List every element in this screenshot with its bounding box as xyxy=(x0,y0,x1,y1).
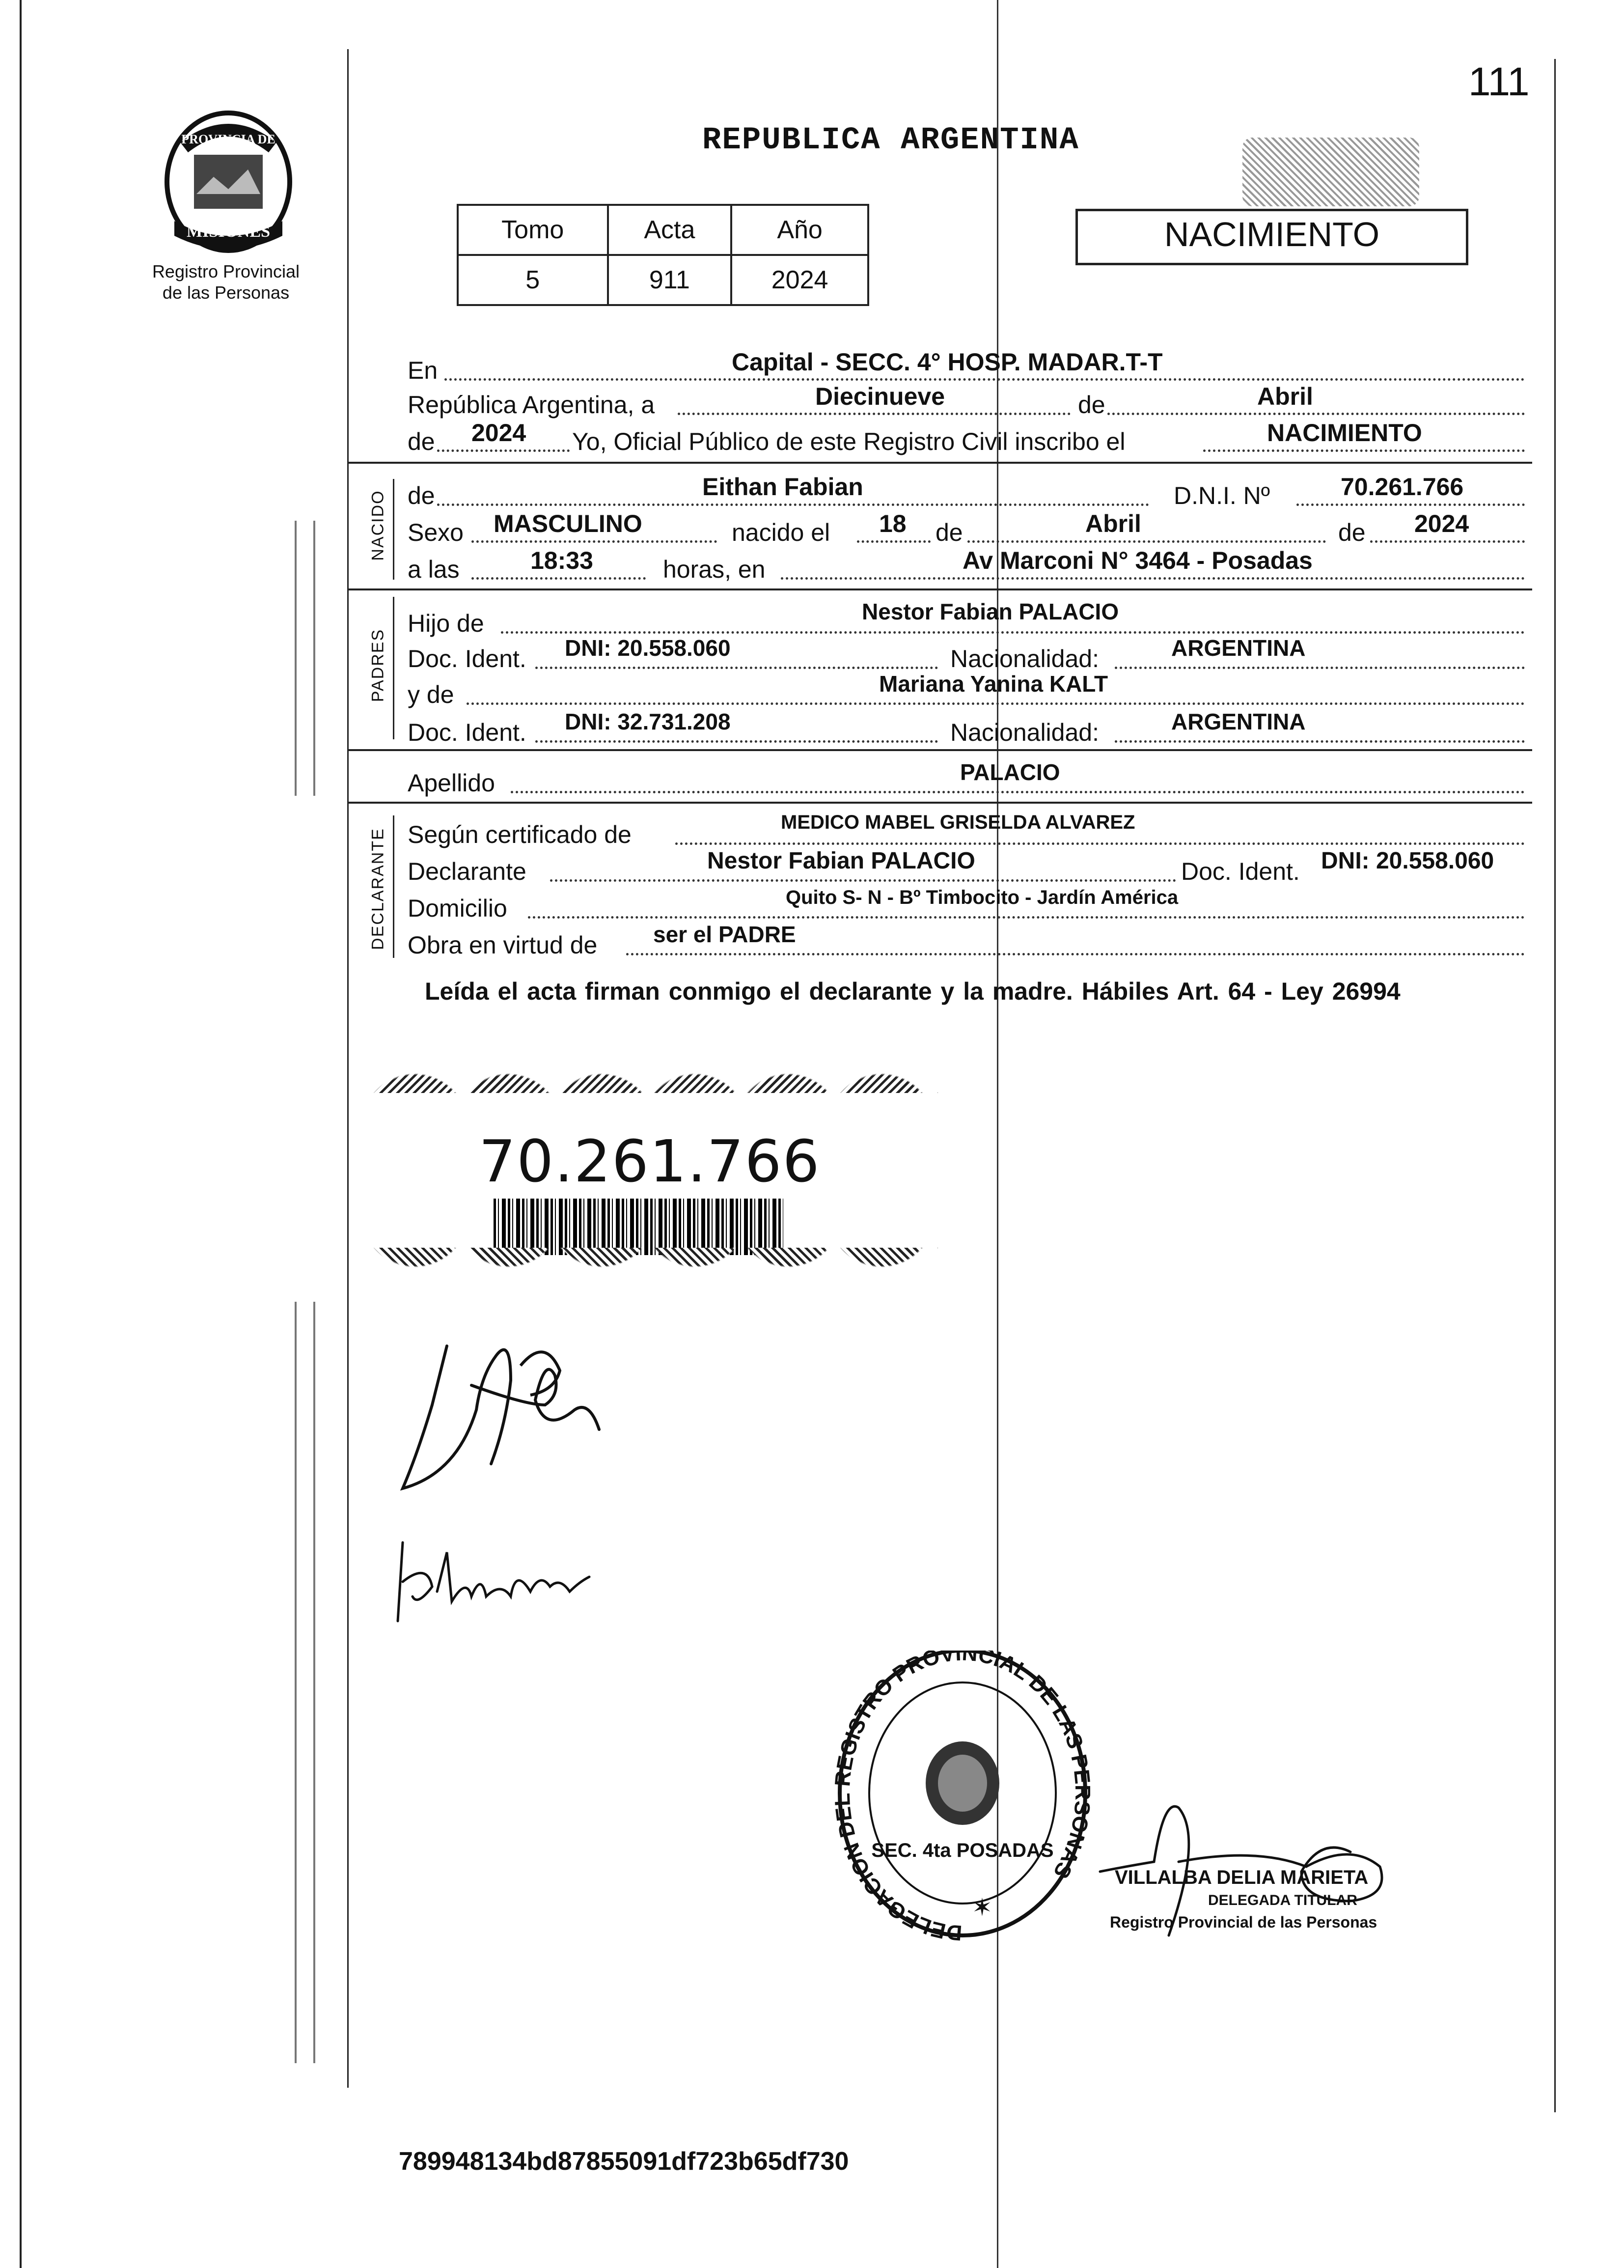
label-nac-padre: Nacionalidad: xyxy=(950,645,1099,672)
margin-mark-1 xyxy=(295,521,297,796)
label-domicilio: Domicilio xyxy=(408,895,507,922)
section-rule-1 xyxy=(349,462,1532,464)
label-declarante: Declarante xyxy=(408,858,526,885)
security-pattern-top xyxy=(368,1054,938,1093)
label-en: En xyxy=(408,357,438,384)
official-stamp xyxy=(835,1651,1090,1945)
value-anio-texto: 2024 xyxy=(471,419,526,447)
value-declarante-doc: DNI: 20.558.060 xyxy=(1321,848,1494,874)
margin-mark-3 xyxy=(295,1302,297,2063)
official-name: VILLALBA DELIA MARIETA xyxy=(1115,1867,1369,1888)
stamp-ring-text: DELEGACION D GISTRO PROVINCIAL DE LAS P NAS xyxy=(835,1651,1090,1945)
dots-mes-nac xyxy=(967,540,1326,543)
logo-caption-2: de las Personas xyxy=(162,282,290,303)
nacido-bracket xyxy=(393,479,394,580)
dots-lugar-nac xyxy=(781,577,1525,580)
dots-hora xyxy=(471,577,646,580)
padres-bracket xyxy=(393,597,394,739)
label-sexo: Sexo xyxy=(408,519,464,546)
section-rule-2 xyxy=(349,588,1532,590)
section-rule-3 xyxy=(349,749,1532,751)
value-padre: Nestor Fabian PALACIO xyxy=(862,599,1119,624)
dots-nombre xyxy=(437,504,1149,506)
value-padre-doc: DNI: 20.558.060 xyxy=(565,635,731,661)
label-horas-en: horas, en xyxy=(663,556,766,583)
label-hijo-de: Hijo de xyxy=(408,610,484,637)
dots-certificado xyxy=(675,842,1525,845)
value-sexo: MASCULINO xyxy=(494,510,642,537)
dots-anio-nac xyxy=(1370,540,1525,543)
label-republica: República Argentina, a xyxy=(408,391,655,419)
value-dia-texto: Diecinueve xyxy=(815,383,945,410)
stamp-inner-text: SEC. 4ta POSADAS xyxy=(871,1840,1054,1861)
dots-republica xyxy=(678,413,1071,415)
official-title: DELEGADA TITULAR xyxy=(1208,1892,1357,1908)
value-obra: ser el PADRE xyxy=(653,922,796,947)
closing-text: Leída el acta firman conmigo el declarante y la madre. Hábiles Art. 64 - Ley 26994 xyxy=(425,978,1401,1005)
label-a-las: a las xyxy=(408,556,460,583)
side-label-declarante: DECLARANTE xyxy=(368,828,387,950)
mother-signature xyxy=(383,1523,609,1641)
dots-nac-padre xyxy=(1115,667,1525,669)
value-dia: 18 xyxy=(879,510,907,537)
logo-ring-text: PROVINCIA DE xyxy=(181,132,275,146)
value-madre-doc: DNI: 32.731.208 xyxy=(565,709,731,734)
dots-doc-padre xyxy=(535,667,938,669)
label-de-mes: de xyxy=(1078,391,1105,419)
label-de-mes-nac: de xyxy=(936,519,963,546)
dots-apellido xyxy=(511,791,1525,793)
table-value-acta: 911 xyxy=(608,255,732,305)
province-logo xyxy=(155,108,302,255)
value-apellido: PALACIO xyxy=(960,759,1060,785)
barcode xyxy=(494,1199,783,1255)
value-dni: 70.261.766 xyxy=(1341,473,1464,501)
margin-mark-4 xyxy=(313,1302,315,2063)
dots-en xyxy=(444,378,1525,381)
act-type-label: NACIMIENTO xyxy=(1164,215,1380,253)
id-number: 70.261.766 xyxy=(479,1127,821,1195)
document-hash: 789948134bd87855091df723b65df730 xyxy=(399,2147,849,2176)
dots-obra xyxy=(626,953,1525,955)
dots-declarante xyxy=(550,879,1176,882)
label-yo-oficial: Yo, Oficial Público de este Registro Civil inscribo el xyxy=(572,428,1126,455)
dots-mes xyxy=(1107,413,1525,415)
declarant-signature xyxy=(398,1326,619,1533)
label-doc-padre: Doc. Ident. xyxy=(408,645,526,672)
logo-name-text: MISIONES xyxy=(186,223,271,241)
dots-dia xyxy=(857,540,931,543)
value-tipo: NACIMIENTO xyxy=(1267,419,1422,447)
label-nac-madre: Nacionalidad: xyxy=(950,719,1099,746)
svg-text:✶: ✶ xyxy=(972,1894,992,1921)
dots-tipo xyxy=(1203,449,1525,452)
label-apellido: Apellido xyxy=(408,769,495,797)
dots-doc-madre xyxy=(535,740,938,743)
side-label-padres: PADRES xyxy=(368,628,387,702)
value-anio: 2024 xyxy=(1414,510,1469,537)
value-mes: Abril xyxy=(1085,510,1141,537)
table-header-anio: Año xyxy=(731,205,868,255)
logo-caption-1: Registro Provincial xyxy=(152,261,300,281)
section-rule-4 xyxy=(349,802,1532,804)
value-certificado: MEDICO MABEL GRISELDA ALVAREZ xyxy=(781,812,1135,833)
dots-domicilio xyxy=(528,916,1525,919)
margin-mark-2 xyxy=(313,521,315,796)
label-de-anio-nac: de xyxy=(1338,519,1366,546)
declarante-bracket xyxy=(393,815,394,958)
value-madre-nac: ARGENTINA xyxy=(1171,709,1306,734)
label-doc-madre: Doc. Ident. xyxy=(408,719,526,746)
value-madre: Mariana Yanina KALT xyxy=(879,671,1108,697)
label-segun: Según certificado de xyxy=(408,821,632,848)
table-header-acta: Acta xyxy=(608,205,732,255)
body-left-line xyxy=(347,49,349,2088)
table-value-anio: 2024 xyxy=(731,255,868,305)
registry-table xyxy=(457,204,869,306)
value-declarante: Nestor Fabian PALACIO xyxy=(707,848,975,874)
dots-nac-madre xyxy=(1115,740,1525,743)
label-de-anio: de xyxy=(408,428,435,455)
value-lugar: Capital - SECC. 4° HOSP. MADAR.T-T xyxy=(732,348,1163,376)
label-dni: D.N.I. Nº xyxy=(1174,482,1270,509)
label-de-nombre: de xyxy=(408,482,435,509)
page-title: REPUBLICA ARGENTINA xyxy=(702,123,1079,158)
dots-madre xyxy=(467,702,1525,705)
page-number: 111 xyxy=(1468,59,1530,104)
left-border-line xyxy=(20,0,22,2268)
label-obra: Obra en virtud de xyxy=(408,931,598,959)
dots-dni xyxy=(1296,504,1525,506)
dots-anio xyxy=(437,449,570,452)
security-emblem xyxy=(1242,138,1419,206)
label-y-de: y de xyxy=(408,681,454,708)
table-value-tomo: 5 xyxy=(458,255,608,305)
value-domicilio: Quito S- N - Bº Timbocito - Jardín América xyxy=(786,887,1179,908)
security-pattern-bottom xyxy=(368,1248,938,1287)
table-header-tomo: Tomo xyxy=(458,205,608,255)
value-hora: 18:33 xyxy=(530,547,593,574)
dots-sexo xyxy=(471,540,717,543)
value-nombre: Eithan Fabian xyxy=(702,473,863,501)
dots-padre xyxy=(501,631,1525,634)
official-org: Registro Provincial de las Personas xyxy=(1110,1913,1377,1931)
label-nacido-el: nacido el xyxy=(732,519,830,546)
body-right-line xyxy=(1554,59,1556,2112)
label-doc-declarante: Doc. Ident. xyxy=(1181,858,1300,885)
side-label-nacido: NACIDO xyxy=(368,490,387,561)
value-lugar-nac: Av Marconi N° 3464 - Posadas xyxy=(963,547,1313,574)
value-padre-nac: ARGENTINA xyxy=(1171,635,1306,661)
value-mes-texto: Abril xyxy=(1257,383,1313,410)
